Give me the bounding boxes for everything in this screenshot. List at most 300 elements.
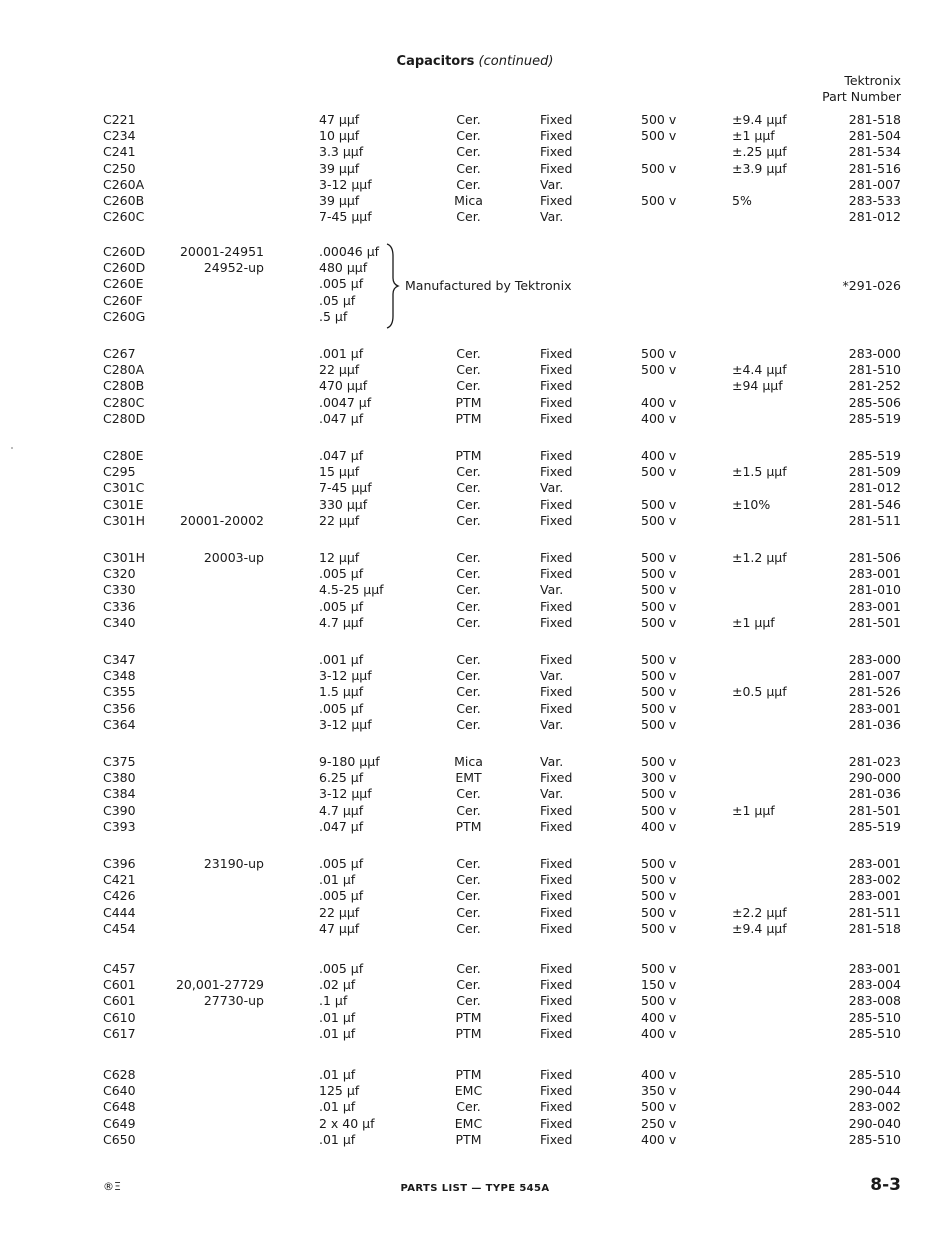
value-cell: 39 μμf xyxy=(319,160,360,176)
ref-cell: C260E xyxy=(103,276,144,292)
dielectric-cell: Cer. xyxy=(456,209,481,225)
voltage-cell: 500 v xyxy=(641,464,677,480)
part-number-cell: 283-001 xyxy=(848,700,901,716)
tektronix-header-line1: Tektronix xyxy=(844,73,901,88)
dielectric-cell: Cer. xyxy=(456,872,481,888)
page-header xyxy=(0,54,950,69)
type-cell: Fixed xyxy=(540,904,573,920)
part-number-cell: 281-518 xyxy=(848,112,901,127)
voltage-cell: 150 v xyxy=(641,977,677,993)
part-number-cell: 285-510 xyxy=(848,1131,901,1147)
part-number-cell: 290-000 xyxy=(848,770,901,786)
type-cell: Fixed xyxy=(540,144,573,160)
tolerance-cell: ±1 μμf xyxy=(732,128,775,144)
tolerance-cell: 5% xyxy=(732,193,752,208)
voltage-cell: 400 v xyxy=(641,818,677,834)
dielectric-cell: EMC xyxy=(454,1115,483,1131)
ref-cell: C457 xyxy=(103,961,136,976)
dielectric-cell: Cer. xyxy=(456,977,481,993)
ref-cell: C250 xyxy=(103,160,136,176)
type-cell: Fixed xyxy=(540,856,573,871)
type-cell: Fixed xyxy=(540,566,573,582)
dielectric-cell: PTM xyxy=(455,818,482,834)
ref-cell: C421 xyxy=(103,872,136,888)
ref-cell: C280E xyxy=(103,448,144,463)
tolerance-cell: ±1 μμf xyxy=(732,802,775,818)
type-cell: Fixed xyxy=(540,1083,573,1099)
value-cell: .01 μf xyxy=(319,872,356,888)
ref-cell: C380 xyxy=(103,770,136,786)
part-number-cell: 283-002 xyxy=(848,872,901,888)
part-number-cell: 285-510 xyxy=(848,1025,901,1041)
part-number-cell: 281-501 xyxy=(848,802,901,818)
value-cell: 3-12 μμf xyxy=(319,176,372,192)
value-cell: .005 μf xyxy=(319,961,364,976)
type-cell: Fixed xyxy=(540,1115,573,1131)
voltage-cell: 500 v xyxy=(641,566,677,582)
part-number-cell: 281-510 xyxy=(848,362,901,378)
type-cell: Fixed xyxy=(540,993,573,1009)
serial-no-cell: 20001-24951 xyxy=(179,244,264,259)
part-number-cell: 281-012 xyxy=(848,480,901,496)
value-cell: .005 μf xyxy=(319,276,364,292)
dielectric-cell: Cer. xyxy=(456,802,481,818)
type-cell: Fixed xyxy=(540,872,573,888)
type-cell: Fixed xyxy=(540,448,573,463)
value-cell: 480 μμf xyxy=(319,260,368,276)
type-cell: Fixed xyxy=(540,802,573,818)
ref-cell: C301C xyxy=(103,480,145,496)
ref-cell: C393 xyxy=(103,818,136,834)
voltage-cell: 400 v xyxy=(641,1131,677,1147)
ref-cell: C295 xyxy=(103,464,136,480)
value-cell: .1 μf xyxy=(319,993,348,1009)
ref-cell: C610 xyxy=(103,1009,136,1025)
part-number-cell: 281-511 xyxy=(848,512,901,528)
tolerance-cell: ±2.2 μμf xyxy=(732,904,787,920)
voltage-cell: 500 v xyxy=(641,786,677,802)
voltage-cell: 350 v xyxy=(641,1083,677,1099)
part-number-cell: 281-023 xyxy=(848,754,901,769)
voltage-cell: 400 v xyxy=(641,410,677,426)
voltage-cell: 500 v xyxy=(641,920,677,936)
logo-mark: ®Ξ xyxy=(103,1180,121,1193)
type-cell: Fixed xyxy=(540,770,573,786)
ref-cell: C649 xyxy=(103,1115,136,1131)
serial-no-cell: 24952-up xyxy=(203,260,264,276)
dielectric-cell: Cer. xyxy=(456,614,481,630)
ref-cell: C396 xyxy=(103,856,136,871)
voltage-cell: 500 v xyxy=(641,160,677,176)
dielectric-cell: Cer. xyxy=(456,598,481,614)
part-number-cell: 285-519 xyxy=(848,818,901,834)
part-number-cell: 283-000 xyxy=(848,652,901,667)
voltage-cell: 500 v xyxy=(641,856,677,871)
voltage-cell: 500 v xyxy=(641,128,677,144)
part-number-cell: 285-519 xyxy=(848,448,901,463)
part-number-cell: 281-036 xyxy=(848,786,901,802)
serial-no-cell: 20001-20002 xyxy=(179,512,264,528)
ref-cell: C234 xyxy=(103,128,136,144)
value-cell: 39 μμf xyxy=(319,193,360,208)
value-cell: .01 μf xyxy=(319,1099,356,1115)
part-number-cell: 281-504 xyxy=(848,128,901,144)
serial-no-cell: 20,001-27729 xyxy=(175,977,264,993)
value-cell: .0047 μf xyxy=(319,394,372,410)
value-cell: .005 μf xyxy=(319,856,364,871)
serial-no-cell: 20003-up xyxy=(203,550,264,565)
voltage-cell: 400 v xyxy=(641,394,677,410)
ref-cell: C301H xyxy=(103,550,145,565)
part-number-cell: 283-002 xyxy=(848,1099,901,1115)
value-cell: .01 μf xyxy=(319,1009,356,1025)
type-cell: Fixed xyxy=(540,652,573,667)
ref-cell: C260C xyxy=(103,209,145,225)
type-cell: Fixed xyxy=(540,346,573,361)
part-number-cell: 281-511 xyxy=(848,904,901,920)
part-number-cell: 281-252 xyxy=(848,378,901,394)
type-cell: Fixed xyxy=(540,700,573,716)
part-number-cell: 281-534 xyxy=(848,144,901,160)
ref-cell: C601 xyxy=(103,977,136,993)
voltage-cell: 400 v xyxy=(641,1067,677,1082)
tolerance-cell: ±9.4 μμf xyxy=(732,920,787,936)
type-cell: Fixed xyxy=(540,598,573,614)
voltage-cell: 400 v xyxy=(641,1025,677,1041)
part-number-cell: 283-000 xyxy=(848,346,901,361)
type-cell: Fixed xyxy=(540,1131,573,1147)
dielectric-cell: Cer. xyxy=(456,362,481,378)
dielectric-cell: Cer. xyxy=(456,700,481,716)
voltage-cell: 500 v xyxy=(641,614,677,630)
voltage-cell: 300 v xyxy=(641,770,677,786)
ref-cell: C221 xyxy=(103,112,136,127)
tolerance-cell: ±0.5 μμf xyxy=(732,684,787,700)
ref-cell: C628 xyxy=(103,1067,136,1082)
section-subtitle: (continued) xyxy=(478,54,554,69)
part-number-cell: 283-001 xyxy=(848,566,901,582)
ref-cell: C267 xyxy=(103,346,136,361)
part-number-cell: 285-506 xyxy=(848,394,901,410)
voltage-cell: 500 v xyxy=(641,872,677,888)
part-number-cell: 283-004 xyxy=(848,977,901,993)
type-cell: Fixed xyxy=(540,920,573,936)
type-cell: Fixed xyxy=(540,550,573,565)
value-cell: .00046 μf xyxy=(319,244,380,259)
tolerance-cell: ±1.2 μμf xyxy=(732,550,787,565)
ref-cell: C347 xyxy=(103,652,136,667)
tolerance-cell: ±.25 μμf xyxy=(732,144,787,160)
part-number-cell: 281-509 xyxy=(848,464,901,480)
ref-cell: C390 xyxy=(103,802,136,818)
value-cell: 3-12 μμf xyxy=(319,716,372,732)
voltage-cell: 500 v xyxy=(641,961,677,976)
part-number-cell: 281-012 xyxy=(848,209,901,225)
type-cell: Fixed xyxy=(540,378,573,394)
voltage-cell: 500 v xyxy=(641,1099,677,1115)
dielectric-cell: Cer. xyxy=(456,144,481,160)
part-number-cell: 281-007 xyxy=(848,176,901,192)
value-cell: .005 μf xyxy=(319,700,364,716)
dielectric-cell: PTM xyxy=(455,1025,482,1041)
dielectric-cell: Cer. xyxy=(456,582,481,598)
voltage-cell: 500 v xyxy=(641,112,677,127)
ref-cell: C617 xyxy=(103,1025,136,1041)
part-number-cell: 281-010 xyxy=(848,582,901,598)
value-cell: 4.7 μμf xyxy=(319,614,364,630)
value-cell: 4.5-25 μμf xyxy=(319,582,384,598)
part-number-cell: 285-519 xyxy=(848,410,901,426)
type-cell: Var. xyxy=(540,480,564,496)
section-title: Capacitors xyxy=(396,54,475,69)
value-cell: 12 μμf xyxy=(319,550,360,565)
value-cell: .5 μf xyxy=(319,308,348,324)
dielectric-cell: PTM xyxy=(455,448,482,463)
ref-cell: C320 xyxy=(103,566,136,582)
ref-cell: C355 xyxy=(103,684,136,700)
dielectric-cell: PTM xyxy=(455,394,482,410)
voltage-cell: 500 v xyxy=(641,904,677,920)
type-cell: Var. xyxy=(540,668,564,684)
dielectric-cell: Cer. xyxy=(456,716,481,732)
part-number-header: Part Number xyxy=(822,89,901,104)
value-cell: 2 x 40 μf xyxy=(319,1115,375,1131)
dielectric-cell: EMC xyxy=(454,1083,483,1099)
type-cell: Var. xyxy=(540,754,564,769)
value-cell: .05 μf xyxy=(319,292,356,308)
value-cell: .047 μf xyxy=(319,818,364,834)
type-cell: Fixed xyxy=(540,160,573,176)
dielectric-cell: Cer. xyxy=(456,346,481,361)
serial-no-cell: 27730-up xyxy=(203,993,264,1009)
value-cell: .005 μf xyxy=(319,888,364,904)
type-cell: Fixed xyxy=(540,464,573,480)
dielectric-cell: PTM xyxy=(455,410,482,426)
tolerance-cell: ±1.5 μμf xyxy=(732,464,787,480)
dielectric-cell: PTM xyxy=(455,1131,482,1147)
group-brace xyxy=(384,242,400,330)
scan-speck xyxy=(11,447,13,449)
type-cell: Fixed xyxy=(540,1099,573,1115)
value-cell: 47 μμf xyxy=(319,920,360,936)
ref-cell: C348 xyxy=(103,668,136,684)
value-cell: 3.3 μμf xyxy=(319,144,364,160)
type-cell: Fixed xyxy=(540,193,573,208)
value-cell: .047 μf xyxy=(319,410,364,426)
part-number-cell: 281-516 xyxy=(848,160,901,176)
voltage-cell: 400 v xyxy=(641,448,677,463)
dielectric-cell: Cer. xyxy=(456,496,481,512)
tolerance-cell: ±94 μμf xyxy=(732,378,783,394)
value-cell: .01 μf xyxy=(319,1025,356,1041)
voltage-cell: 500 v xyxy=(641,496,677,512)
type-cell: Fixed xyxy=(540,128,573,144)
value-cell: .047 μf xyxy=(319,448,364,463)
dielectric-cell: Cer. xyxy=(456,512,481,528)
voltage-cell: 500 v xyxy=(641,993,677,1009)
voltage-cell: 500 v xyxy=(641,582,677,598)
dielectric-cell: Mica xyxy=(454,193,483,208)
tolerance-cell: ±1 μμf xyxy=(732,614,775,630)
type-cell: Var. xyxy=(540,176,564,192)
dielectric-cell: Cer. xyxy=(456,684,481,700)
value-cell: 47 μμf xyxy=(319,112,360,127)
type-cell: Fixed xyxy=(540,1025,573,1041)
ref-cell: C260D xyxy=(103,260,146,276)
dielectric-cell: Mica xyxy=(454,754,483,769)
dielectric-cell: Cer. xyxy=(456,464,481,480)
value-cell: .001 μf xyxy=(319,652,364,667)
value-cell: 10 μμf xyxy=(319,128,360,144)
type-cell: Fixed xyxy=(540,961,573,976)
voltage-cell: 500 v xyxy=(641,362,677,378)
value-cell: 9-180 μμf xyxy=(319,754,380,769)
voltage-cell: 500 v xyxy=(641,716,677,732)
value-cell: 22 μμf xyxy=(319,904,360,920)
value-cell: 15 μμf xyxy=(319,464,360,480)
ref-cell: C260G xyxy=(103,308,146,324)
page-number: 8-3 xyxy=(870,1175,901,1195)
dielectric-cell: Cer. xyxy=(456,480,481,496)
part-number-cell: 283-533 xyxy=(848,193,901,208)
ref-cell: C301H xyxy=(103,512,145,528)
value-cell: 7-45 μμf xyxy=(319,209,372,225)
type-cell: Fixed xyxy=(540,888,573,904)
ref-cell: C375 xyxy=(103,754,136,769)
type-cell: Fixed xyxy=(540,394,573,410)
part-number-cell: 285-510 xyxy=(848,1067,901,1082)
value-cell: 7-45 μμf xyxy=(319,480,372,496)
ref-cell: C241 xyxy=(103,144,136,160)
value-cell: 1.5 μμf xyxy=(319,684,364,700)
value-cell: .001 μf xyxy=(319,346,364,361)
ref-cell: C336 xyxy=(103,598,136,614)
voltage-cell: 500 v xyxy=(641,888,677,904)
dielectric-cell: PTM xyxy=(455,1009,482,1025)
type-cell: Var. xyxy=(540,209,564,225)
ref-cell: C384 xyxy=(103,786,136,802)
type-cell: Fixed xyxy=(540,512,573,528)
value-cell: .02 μf xyxy=(319,977,356,993)
voltage-cell: 500 v xyxy=(641,598,677,614)
type-cell: Fixed xyxy=(540,362,573,378)
voltage-cell: 500 v xyxy=(641,550,677,565)
dielectric-cell: Cer. xyxy=(456,652,481,667)
part-number-cell: 281-501 xyxy=(848,614,901,630)
ref-cell: C301E xyxy=(103,496,144,512)
value-cell: .005 μf xyxy=(319,598,364,614)
part-number-cell: *291-026 xyxy=(842,278,901,293)
ref-cell: C601 xyxy=(103,993,136,1009)
part-number-cell: 281-546 xyxy=(848,496,901,512)
ref-cell: C444 xyxy=(103,904,136,920)
ref-cell: C260D xyxy=(103,244,146,259)
voltage-cell: 500 v xyxy=(641,652,677,667)
ref-cell: C330 xyxy=(103,582,136,598)
part-number-cell: 290-040 xyxy=(848,1115,901,1131)
serial-no-cell: 23190-up xyxy=(203,856,264,871)
ref-cell: C260F xyxy=(103,292,143,308)
part-number-cell: 281-036 xyxy=(848,716,901,732)
dielectric-cell: Cer. xyxy=(456,378,481,394)
tolerance-cell: ±10% xyxy=(732,496,771,512)
type-cell: Fixed xyxy=(540,977,573,993)
value-cell: 22 μμf xyxy=(319,512,360,528)
ref-cell: C454 xyxy=(103,920,136,936)
voltage-cell: 500 v xyxy=(641,802,677,818)
part-number-cell: 283-008 xyxy=(848,993,901,1009)
ref-cell: C648 xyxy=(103,1099,136,1115)
ref-cell: C356 xyxy=(103,700,136,716)
dielectric-cell: Cer. xyxy=(456,856,481,871)
ref-cell: C260A xyxy=(103,176,145,192)
value-cell: 330 μμf xyxy=(319,496,368,512)
voltage-cell: 400 v xyxy=(641,1009,677,1025)
voltage-cell: 500 v xyxy=(641,346,677,361)
dielectric-cell: Cer. xyxy=(456,961,481,976)
dielectric-cell: Cer. xyxy=(456,176,481,192)
type-cell: Fixed xyxy=(540,112,573,127)
dielectric-cell: Cer. xyxy=(456,668,481,684)
dielectric-cell: Cer. xyxy=(456,904,481,920)
dielectric-cell: Cer. xyxy=(456,128,481,144)
tolerance-cell: ±9.4 μμf xyxy=(732,112,787,127)
value-cell: .01 μf xyxy=(319,1067,356,1082)
type-cell: Fixed xyxy=(540,1067,573,1082)
dielectric-cell: Cer. xyxy=(456,112,481,127)
dielectric-cell: PTM xyxy=(455,1067,482,1082)
part-number-cell: 285-510 xyxy=(848,1009,901,1025)
type-cell: Fixed xyxy=(540,818,573,834)
dielectric-cell: EMT xyxy=(455,770,482,786)
part-number-cell: 283-001 xyxy=(848,888,901,904)
value-cell: 3-12 μμf xyxy=(319,786,372,802)
dielectric-cell: Cer. xyxy=(456,550,481,565)
type-cell: Fixed xyxy=(540,684,573,700)
voltage-cell: 500 v xyxy=(641,193,677,208)
dielectric-cell: Cer. xyxy=(456,920,481,936)
ref-cell: C340 xyxy=(103,614,136,630)
ref-cell: C260B xyxy=(103,193,145,208)
ref-cell: C426 xyxy=(103,888,136,904)
ref-cell: C650 xyxy=(103,1131,136,1147)
part-number-cell: 281-518 xyxy=(848,920,901,936)
ref-cell: C280D xyxy=(103,410,146,426)
tolerance-cell: ±4.4 μμf xyxy=(732,362,787,378)
value-cell: 6.25 μf xyxy=(319,770,364,786)
type-cell: Var. xyxy=(540,786,564,802)
dielectric-cell: Cer. xyxy=(456,993,481,1009)
type-cell: Fixed xyxy=(540,410,573,426)
value-cell: 22 μμf xyxy=(319,362,360,378)
voltage-cell: 500 v xyxy=(641,700,677,716)
value-cell: .005 μf xyxy=(319,566,364,582)
part-number-cell: 283-001 xyxy=(848,961,901,976)
part-number-cell: 283-001 xyxy=(848,598,901,614)
tolerance-cell: ±3.9 μμf xyxy=(732,160,787,176)
value-cell: 470 μμf xyxy=(319,378,368,394)
ref-cell: C640 xyxy=(103,1083,136,1099)
part-number-cell: 281-526 xyxy=(848,684,901,700)
voltage-cell: 500 v xyxy=(641,668,677,684)
type-cell: Fixed xyxy=(540,614,573,630)
part-number-cell: 283-001 xyxy=(848,856,901,871)
dielectric-cell: Cer. xyxy=(456,160,481,176)
voltage-cell: 500 v xyxy=(641,684,677,700)
part-number-cell: 281-007 xyxy=(848,668,901,684)
type-cell: Fixed xyxy=(540,1009,573,1025)
voltage-cell: 500 v xyxy=(641,754,677,769)
